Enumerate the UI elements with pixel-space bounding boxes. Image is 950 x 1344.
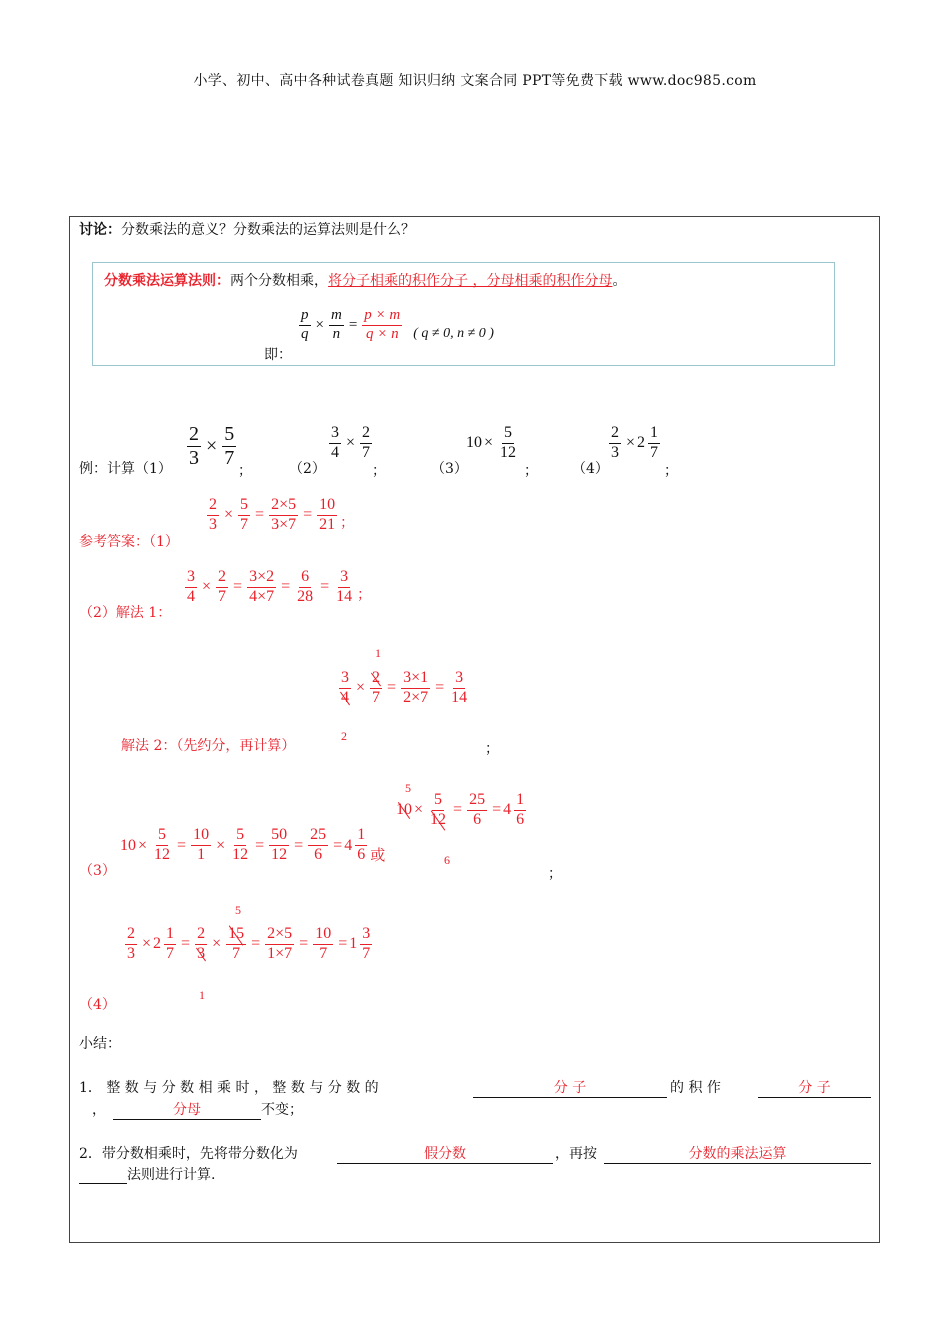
summary-item-1-c: ， [92,1102,106,1118]
e2-bd: 7 [362,443,371,461]
a3-f2n: 10 [191,827,211,846]
a3b-f2n: 25 [467,792,487,811]
summary-blank-5 [604,1143,871,1164]
rule-condition: ( q ≠ 0, n ≠ 0 ) [413,326,494,342]
example-lead: 例：计算（1） [79,461,172,477]
summary-blank-2 [758,1077,871,1098]
a2-f4d: 28 [297,587,314,605]
a4-f3n: 15 [226,926,246,945]
a3-f5d: 6 [314,846,323,863]
e3-whole: 10 [466,434,482,452]
answer-label-2b: 解法 2：（先约分，再计算） [121,738,296,754]
e3-bd: 12 [500,443,517,461]
a4-md: 7 [166,944,175,962]
a2-f3d: 4×7 [249,587,275,605]
rule-line [104,270,626,290]
e4-bd: 7 [650,443,659,461]
rule-title: 分数乘法运算法则： [104,273,230,289]
a3-f5n: 25 [308,827,328,846]
a3b-mn: 1 [514,792,526,811]
e1-bn: 5 [224,423,235,445]
e4-bw: 2 [637,434,646,452]
a3-or: 或 [370,848,386,864]
semi-4: ； [664,463,678,479]
a4-f2d: 3 [197,944,206,962]
a1-f2d: 7 [240,515,249,533]
a2-f1n: 3 [185,569,197,588]
a2-end: ； [357,588,372,604]
rule-underlined: 将分子相乘的积作分子 ，分母相乘的积作分母 [328,273,613,289]
e2-ad: 4 [331,443,339,461]
rule-qn: q × n [365,325,399,342]
summary-item-2-c-wrap [79,1164,215,1184]
summary-item-2-a: 2．带分数相乘时，先将带分数化为 [79,1146,298,1162]
summary-fill-4: 假分数 [337,1143,553,1164]
a3-f4d: 12 [271,846,288,863]
rule-m: m [329,308,344,326]
e4-an: 2 [609,425,621,444]
a3-mw: 4 [344,836,353,854]
summary-item-1-b: 的 积 作 [670,1080,721,1096]
a4-f4n: 2×5 [265,926,294,945]
a4-f5n: 10 [313,926,333,945]
rule-lead: 两个分数相乘， [230,273,328,289]
a3-f3n: 5 [234,827,246,846]
a3-f3d: 12 [232,846,249,863]
a2b-f1d: 4 [341,688,349,706]
answer-2-method-1: $\frac{3}{4}$ × $\frac{2}{7}$ = $\frac{3\times 2}{4\times 7}$ = $\frac{6}{28}$ = $\frac{3}{14}$ ； [187,568,372,605]
a2-f2d: 7 [218,587,227,605]
e1-an: 2 [189,423,199,445]
semi-3: ； [524,463,538,479]
a3b-md: 6 [516,810,525,828]
answer-3-alt: 10 × $\frac{5}{12}$ = $\frac{25}{6}$ = 4 $\frac{1}{6}$ [396,791,525,828]
summary-title: 小结： [79,1036,121,1052]
a2-f3n: 3×2 [247,569,276,588]
a2b-f4d: 14 [451,688,468,706]
a1-f2n: 5 [238,497,250,516]
a4-mn: 1 [164,926,176,945]
summary-fill-5: 分数的乘法运算 [604,1143,871,1164]
rule-n: n [332,325,341,342]
rule-q: q [301,325,309,342]
a4-f3d: 7 [232,944,241,962]
a3-f4n: 50 [269,827,289,846]
a3-f1n: 5 [156,827,168,846]
e3-bn: 5 [502,425,514,444]
a3b-mw: 4 [503,801,512,819]
e1-bd: 7 [224,447,235,469]
a4-rw: 1 [349,935,358,953]
a2b-f3n: 3×1 [401,670,430,689]
a1-end: ； [340,516,355,532]
a1-f1d: 3 [209,515,217,533]
a2-f5n: 3 [338,569,350,588]
a1-f3n: 2×5 [269,497,298,516]
example-2: $\frac{3}{4}$ × $\frac{2}{7}$ [331,424,371,461]
answer-1: $\frac{2}{3}$ × $\frac{5}{7}$ = $\frac{2\times 5}{3\times 7}$ = $\frac{10}{21}$ ； [209,496,355,533]
a2-f2n: 2 [216,569,228,588]
answer-4: $\frac{2}{3}$ × 2 $\frac{1}{7}$ = $\frac{2}{3}$ × $\frac{15}{7}$ = $\frac{2\times 5}{1\times 7}$ = $\frac{10}{7}$ = 1 $\frac{3}{7}$ [127,925,371,962]
page-header: 小学、初中、高中各种试卷真题 知识归纳 文案合同 PPT等免费下载 www.doc985.com [193,73,757,89]
summary-item-1-d: 不变； [261,1102,303,1118]
a2b-f4n: 3 [453,670,465,689]
a4-f2n: 2 [195,926,207,945]
a3b-f2d: 6 [473,810,482,828]
summary-item-1-a: 1． 整 数 与 分 数 相 乘 时 ， 整 数 与 分 数 的 [79,1080,379,1096]
a1-f1n: 2 [207,497,219,516]
example-label-4: （4） [572,461,609,477]
a2b-f2n: 2 [370,670,382,689]
a3b-bottom: 6 [444,853,450,867]
a2b-end: ； [485,741,499,757]
a4-f1d: 3 [127,944,135,962]
summary-fill-3: 分母 [113,1099,261,1120]
e1-ad: 3 [189,447,199,469]
summary-blank-1 [473,1077,667,1098]
a3-mn: 1 [355,827,367,846]
e4-ad: 3 [611,443,619,461]
a3b-f1n: 5 [432,792,444,811]
discussion-label: 讨论： [79,222,121,238]
semi-1: ； [238,463,252,479]
a2-f5d: 14 [336,587,353,605]
answer-label-4: （4） [79,997,116,1013]
a2-f4n: 6 [299,569,311,588]
rule-pm: p × m [362,308,402,326]
answer-label-1: 参考答案：（1） [79,534,179,550]
summary-blank-4 [337,1143,553,1164]
a2b-bottom: 2 [341,729,347,743]
a4-rn: 3 [360,926,372,945]
answer-label-3: （3） [79,863,116,879]
a3-f1d: 12 [154,846,171,863]
discussion [79,219,415,239]
a4-rd: 7 [362,944,371,962]
a4-bottom: 1 [199,988,205,1002]
a3-end: ； [548,866,562,882]
a2b-f1n: 3 [339,670,351,689]
answer-label-2: （2）解法 1： [79,605,172,621]
a4-f4d: 1×7 [267,944,293,962]
semi-2: ； [372,463,386,479]
a1-f4n: 10 [317,497,337,516]
a4-w: 2 [153,935,162,953]
summary-item-2-c: 法则进行计算. [127,1167,216,1183]
example-3: 10 × $\frac{5}{12}$ [466,424,517,461]
a1-f4d: 21 [319,515,336,533]
summary-item-2-b: ，再按 [555,1146,597,1162]
summary-fill-1: 分 子 [473,1077,667,1098]
rule-ji: 即： [264,347,292,363]
discussion-text: 分数乘法的意义？分数乘法的运算法则是什么？ [121,222,415,238]
e4-bn: 1 [648,425,660,444]
a2b-f2d: 7 [372,688,381,706]
example-4: $\frac{2}{3}$ × 2 $\frac{1}{7}$ [611,424,659,461]
a3b-top: 5 [405,781,411,795]
a1-f3d: 3×7 [271,515,297,533]
a3-whole: 10 [120,836,136,854]
summary-blank-3 [113,1099,303,1120]
summary-fill-2: 分 子 [758,1077,871,1098]
a3b-f1d: 12 [430,810,447,828]
answer-2-method-2: $\frac{3}{4}$ × $\frac{2}{7}$ = $\frac{3\times 1}{2\times 7}$ = $\frac{3}{14}$ [341,669,468,706]
e2-bn: 2 [360,425,372,444]
a2b-top: 1 [375,646,381,660]
e2-an: 3 [329,425,341,444]
answer-3: 10 × $\frac{5}{12}$ = $\frac{10}{1}$ × $\frac{5}{12}$ = $\frac{50}{12}$ = $\frac{25}{6}$ = 4 $\frac{1}{6}$ 或 [120,826,386,864]
example-label-2: （2） [289,461,326,477]
rule-p: p [299,308,311,326]
a2b-f3d: 2×7 [403,688,429,706]
example-1: $\frac{2}{3}$ × $\frac{5}{7}$ [189,423,235,469]
a2-f1d: 4 [187,587,195,605]
a4-f5d: 7 [319,944,328,962]
a4-top: 5 [235,903,241,917]
a4-f1n: 2 [125,926,137,945]
rule-end: 。 [612,273,627,289]
example-label-3: （3） [431,461,468,477]
a3-md: 6 [357,846,366,863]
a3-f2d: 1 [197,846,206,863]
rule-formula: $\frac{p}{q}$ × $\frac{m}{n}$ = $\frac{p \times m}{q \times n}$ ( q ≠ 0, n ≠ 0 ) [301,307,494,342]
a3b-whole: 10 [396,801,412,819]
